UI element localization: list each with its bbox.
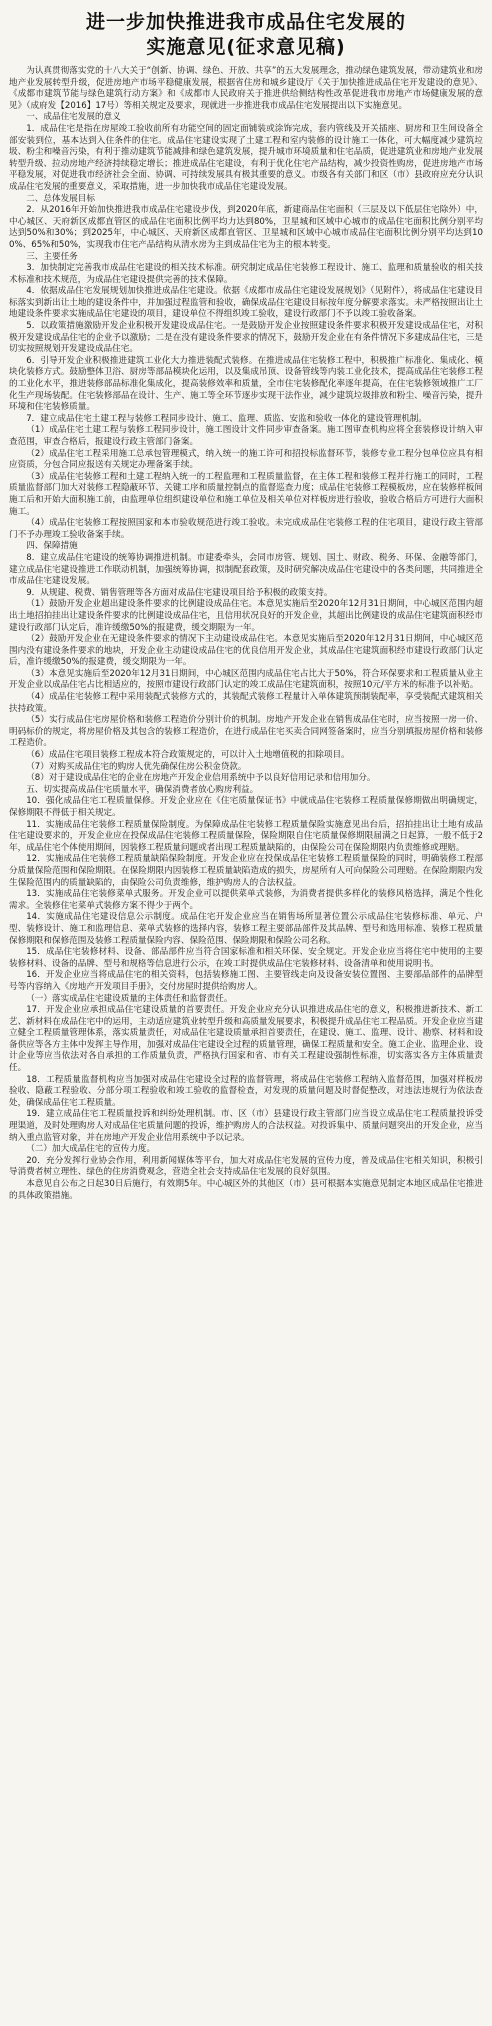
document-paragraph: 五、切实提高成品住宅质量水平，确保消费者放心购房利益。 (26, 784, 259, 795)
document-paragraph: （1）鼓励开发企业超出建设条件要求的比例建设成品住宅。本意见实施后至2020年12月31日期间，中心城区范围内超出土地招拍挂出让建设条件要求的比例建设成品住宅，且信用状况良好的开发企业，其超出比例建设的成品住宅建筑面积经市建设行政部门认定后，准许缓缴50%的报建费，缓交期限为一年。 (9, 599, 483, 633)
document-paragraph: 11．实施成品住宅装修工程质量保险制度。为保障成品住宅装修工程质量保险实施意见出台后，招拍挂出让土地有成品住宅建设要求的，开发企业应在投保成品住宅装修工程质量保险，保险期限自住宅质量保修期限届满之日起算，一般不低于2年，成品住宅个体使用期间，因装修工程质量问题或者出现工程质量缺陷的，由保险公司在保险期限内负责维修或理赔。 (9, 819, 483, 853)
document-paragraph: 10．强化成品住宅工程质量保修。开发企业应在《住宅质量保证书》中就成品住宅装修工程质量保修期做出明确规定，保修期限不得低于相关规定。 (9, 796, 483, 818)
document-paragraph: 13．实施成品住宅装修菜单式服务。开发企业可以提供菜单式装修，为消费者提供多样化的装修风格选择，满足个性化需求。全装修住宅菜单式装修方案不得少于两个。 (9, 889, 483, 911)
document-paragraph: 14．实施成品住宅建设信息公示制度。成品住宅开发企业应当在销售场所显著位置公示成品住宅装修标准、单元、户型、装修设计、施工和监理信息、菜单式装修的选择内容，装修工程主要部品部件及其品牌、型号和选用标准、装修工程质量保修期限和保修范围及装修工程质量保险内容、保险范围、保险期限和保险公司名称。 (9, 912, 483, 946)
document-paragraph: 2．从2016年开始加快推进我市成品住宅建设步伐，到2020年底，新建商品住宅面积（三层及以下低层住宅除外）中，中心城区、天府新区成都直管区的成品住宅面积比例平均力达到80%，卫星城和区域中心城市的成品住宅面积比例分别平均达到50%和30%；到2025年，中心城区、天府新区成都直管区、卫星城和区域中心城市成品住宅面积比例分别平均达到100%、65%和50%，实现我市住宅产品结构从清水房为主到成品住宅为主的根本转变。 (9, 205, 483, 250)
document-paragraph: 9．从规建、税费、销售管理等各方面对成品住宅建设项目给予积极的政策支持。 (26, 587, 333, 598)
document-paragraph: 16．开发企业应当将成品住宅的相关资料，包括装修施工图、主要管线走向及设备安装位置图、主要部品部件的品牌型号等内容纳入《房地产开发项目手册》，交付房屋时提供给购房人。 (9, 970, 483, 992)
document-paragraph: （1）成品住宅土建工程与装修工程同步设计，施工图设计文件同步审查备案。施工图审查机构应将全套装修设计纳入审查范围，审查合格后，报建设行政主管部门备案。 (9, 425, 483, 447)
document-body (9, 66, 483, 1202)
document-paragraph: （4）成品住宅装修工程中采用装配式装修方式的，其装配式装修工程量计入单体建筑预制装配率，享受装配式建筑相关扶持政策。 (9, 692, 483, 714)
document-paragraph: 17．开发企业应承担成品住宅建设质量的首要责任。开发企业应充分认识推进成品住宅的意义，积极推进新技术、新工艺、新材料在成品住宅中的运用，主动适应建筑业转型升级和高质量发展要求，积极提升成品住宅工程品质。开发企业应当建立健全工程质量管理体系，落实质量责任，对成品住宅建设质量承担首要责任，在建设、施工、监理、设计、勘察、材料和设备供应等各方主体中发挥主导作用，加强对成品住宅建设全过程的质量管理，确保工程质量和安全。施工企业、监理企业、设计企业等应当依法对各自承担的工作质量负责，严格执行国家和省、市有关工程建设强制性标准，切实落实各方主体质量责任。 (9, 1005, 483, 1074)
document-paragraph: 3．加快制定完善我市成品住宅建设的相关技术标准。研究制定成品住宅装修工程设计、施工、监理和质量验收的相关技术标准和技术规范，为成品住宅建设提供完善的技术保障。 (9, 263, 483, 285)
document-paragraph: （6）成品住宅项目装修工程成本符合政策规定的，可以计入土地增值税的扣除项目。 (26, 750, 350, 761)
document-paragraph: 本意见自公布之日起30日后施行，有效期5年。中心城区外的其他区（市）县可根据本实施意见制定本地区成品住宅推进的具体政策措施。 (9, 1179, 483, 1201)
document-paragraph: （4）成品住宅装修工程按照国家和本市验收规范进行竣工验收。未完成成品住宅装修工程的住宅项目，建设行政主管部门不予办理竣工验收备案手续。 (9, 518, 483, 540)
document-paragraph: 一、成品住宅发展的意义 (26, 112, 121, 123)
document-title-line2: 实施意见(征求意见稿) (146, 36, 346, 58)
document-paragraph: 7．建立成品住宅土建工程与装修工程同步设计、施工、监理、质监、安监和验收一体化的建设管理机制。 (26, 413, 427, 424)
document-paragraph: （3）本意见实施后至2020年12月31日期间，中心城区范围内成品住宅占比大于50%，符合环保要求和工程质量从业主开发企业以成品住宅占比相适应的，按照市建设行政部门认定的竣工成品住宅建筑面积，按照10元/平方米的标准予以补贴。 (9, 668, 483, 691)
document-paragraph: （一）落实成品住宅建设质量的主体责任和监督责任。 (26, 993, 233, 1004)
document-paragraph: （8）对于建设成品住宅的企业在房地产开发企业信用系统中予以良好信用记录和信用加分。 (26, 773, 376, 784)
document-paragraph: 15．成品住宅装修材料、设备、部品部件应当符合国家标准和相关环保、安全规定。开发企业应当将住宅中使用的主要装修材料、设备的品牌、型号和规格等信息进行公示，在竣工时提供成品住宅装修材料、设备清单和使用说明书。 (9, 947, 483, 969)
document-title (9, 10, 483, 60)
document-paragraph: 19．建立成品住宅工程质量投诉和纠纷处理机制。市、区（市）县建设行政主管部门应当设立成品住宅工程质量投诉受理渠道，及时处理购房人对成品住宅质量问题的投诉，维护购房人的合法权益。对投诉集中、质量问题突出的开发企业，应当纳入重点监管对象，并在房地产开发企业信用系统中予以记录。 (9, 1109, 483, 1143)
document-paragraph: 1．成品住宅是指在房屋竣工验收前所有功能空间的固定面铺装或涂饰完成，套内管线及开关插座、厨房和卫生间设备全部安装到位，基本达到入住条件的住宅。成品住宅建设实现了土建工程和室内装修的设计施工一体化，可大幅度减少建筑垃圾、粉尘和噪音污染，有利于推动建筑节能减排和绿色建筑发展，提升城市环境质量和住宅品质，促进建筑业和房地产业发展转型升级、拉动房地产经济持续稳定增长；推进成品住宅建设，有利于优化住宅产品结构，减少投资性购房，促进房地产市场平稳发展，对促进我市经济社会全面、协调、可持续发展具有极其重要的意义。市级各有关部门和区（市）县政府应充分认识成品住宅发展的重要意义，采取措施，进一步加快我市成品住宅建设发展。 (9, 123, 483, 192)
document-paragraph: 8．建立成品住宅建设的统筹协调推进机制。市建委牵头，会同市房管、规划、国土、财政、税务、环保、金融等部门，建立成品住宅建设推进工作联动机制，加强统筹协调，拟制配套政策，及时研究解决成品住宅建设中的各类问题，共同推进全市成品住宅建设发展。 (9, 552, 483, 587)
document-title-line1: 进一步加快推进我市成品住宅发展的 (85, 11, 406, 33)
document-paragraph: （3）成品住宅装修工程和土建工程纳入统一的工程监理和工程质量监督，在主体工程和装修工程并行施工的同时，工程质量监督部门加大对装修工程隐蔽环节、关键工序和质量控制点的监督巡查力度；成品住宅装修工程模板房，应在装修样板间施工后和开始大面积施工前，由监理单位组织建设单位和施工单位及相关单位对样板房进行验收，验收合格后方可进行大面积施工。 (9, 471, 483, 517)
document-paragraph: 四、保障措施 (26, 541, 78, 552)
document-paragraph: 5．以政策措施激励开发企业积极开发建设成品住宅。一是鼓励开发企业按照建设条件要求积极开发建设成品住宅，对积极开发建设成品住宅的企业予以激励；二是在没有建设条件要求的情况下，鼓励开发企业在有条件情况下多建成品住宅，三是切实按照规划开发建设成品住宅。 (9, 321, 483, 355)
document-paragraph: 为认真贯彻落实党的十八大关于“创新、协调、绿色、开放、共享”的五大发展理念，推动绿色建筑发展，带动建筑业和房地产业发展转型升级，促进房地产市场平稳健康发展，根据省住房和城乡建设厅《关于加快推进成品住宅开发建设的意见》、《成都市建筑节能与绿色建筑行动方案》和《成都市人民政府关于推进供给侧结构性改革促进我市房地产市场健康发展的意见》（成府发【2016】17号）等相关规定及要求，现就进一步推进我市成品住宅发展提出以下实施意见。 (9, 66, 483, 111)
document-paragraph: 12．实施成品住宅装修工程质量缺陷保险制度。开发企业应在投保成品住宅装修工程质量保险的同时，明确装修工程部分质量保险范围和保险期限。在保险期限内因装修工程质量缺陷造成的损失，房屋所有人可向保险公司理赔。在保险期限内发生保险范围内的质量缺陷的，由保险公司负责维修，维护购房人的合法权益。 (9, 854, 483, 888)
document-paragraph: （5）实行成品住宅房屋价格和装修工程造价分别计价的机制。房地产开发企业在销售成品住宅时，应当按照一房一价、明码标价的规定，将房屋价格及其包含的装修工程造价，在进行成品住宅买卖合同网签备案时，应当分别填报房屋价格和装修工程造价。 (9, 715, 483, 749)
document-paragraph: 20．充分发挥行业协会作用，利用新闻媒体等平台，加大对成品住宅发展的宣传力度，普及成品住宅相关知识，积极引导消费者树立理性、绿色的住房消费观念，营造全社会支持成品住宅发展的良好氛围。 (9, 1155, 483, 1178)
document-paragraph: （7）对购买成品住宅的购房人优先确保住房公积金贷款。 (26, 761, 247, 772)
document-paragraph: 三、主要任务 (26, 251, 78, 262)
document-paragraph: （2）成品住宅工程采用施工总承包管理模式，纳入统一的施工许可和招投标监督环节，装修专业工程分包单位应具有相应资质，分包合同应报送有关规定办理备案手续。 (9, 448, 483, 471)
document-paragraph: 6．引导开发企业积极推进建筑工业化大力推进装配式装修。在推进成品住宅装修工程中，积极推广标准化、集成化、模块化装修方式。鼓励整体卫浴、厨房等部品模块化运用，以及集成吊顶、设备管线等内装工业化技术，提高成品住宅装修工程的工业化水平，推进装修部品标准化集成化，提高装修效率和质量，全市住宅装修配化率逐年提高，在住宅装修领域推广工厂化生产现场装配。住宅装修部品在设计、生产、施工等全环节逐步实现干法作业，减少建筑垃圾排放和粉尘、噪音污染，提升环境和住宅装修质量。 (9, 355, 483, 413)
document-paragraph: （2）鼓励开发企业在无建设条件要求的情况下主动建设成品住宅。本意见实施后至2020年12月31日期间，中心城区范围内没有建设条件要求的地块，开发企业主动建设成品住宅的优良信用开发企业，其成品住宅建筑面积经市建设行政部门认定后，准许缓缴50%的报建费，缓交期限为一年。 (9, 634, 483, 668)
document-paragraph: 18．工程质量监督机构应当加强对成品住宅建设全过程的监督管理，将成品住宅装修工程纳入监督范围，加强对样板房验收、隐蔽工程验收、分部分项工程验收和竣工验收的监督检查，对发现的质量问题及时督促整改，对违法违规行为依法查处，确保成品住宅工程质量。 (9, 1074, 483, 1108)
document-paragraph: 4．依据成品住宅发展规划加快推进成品住宅建设。依据《成都市成品住宅建设发展规划》（见附件），将成品住宅建设目标落实到新出让土地的建设条件中，并加强过程监管和验收，确保成品住宅建设目标按年度分解要求落实。未严格按照出让土地建设条件要求实施成品住宅建设的项目，建设单位不得组织竣工验收，建设行政部门不予以竣工验收备案。 (9, 286, 483, 320)
document-paragraph: （二）加大成品住宅的宣传力度。 (26, 1144, 156, 1155)
document-paragraph: 二、总体发展目标 (26, 193, 95, 204)
